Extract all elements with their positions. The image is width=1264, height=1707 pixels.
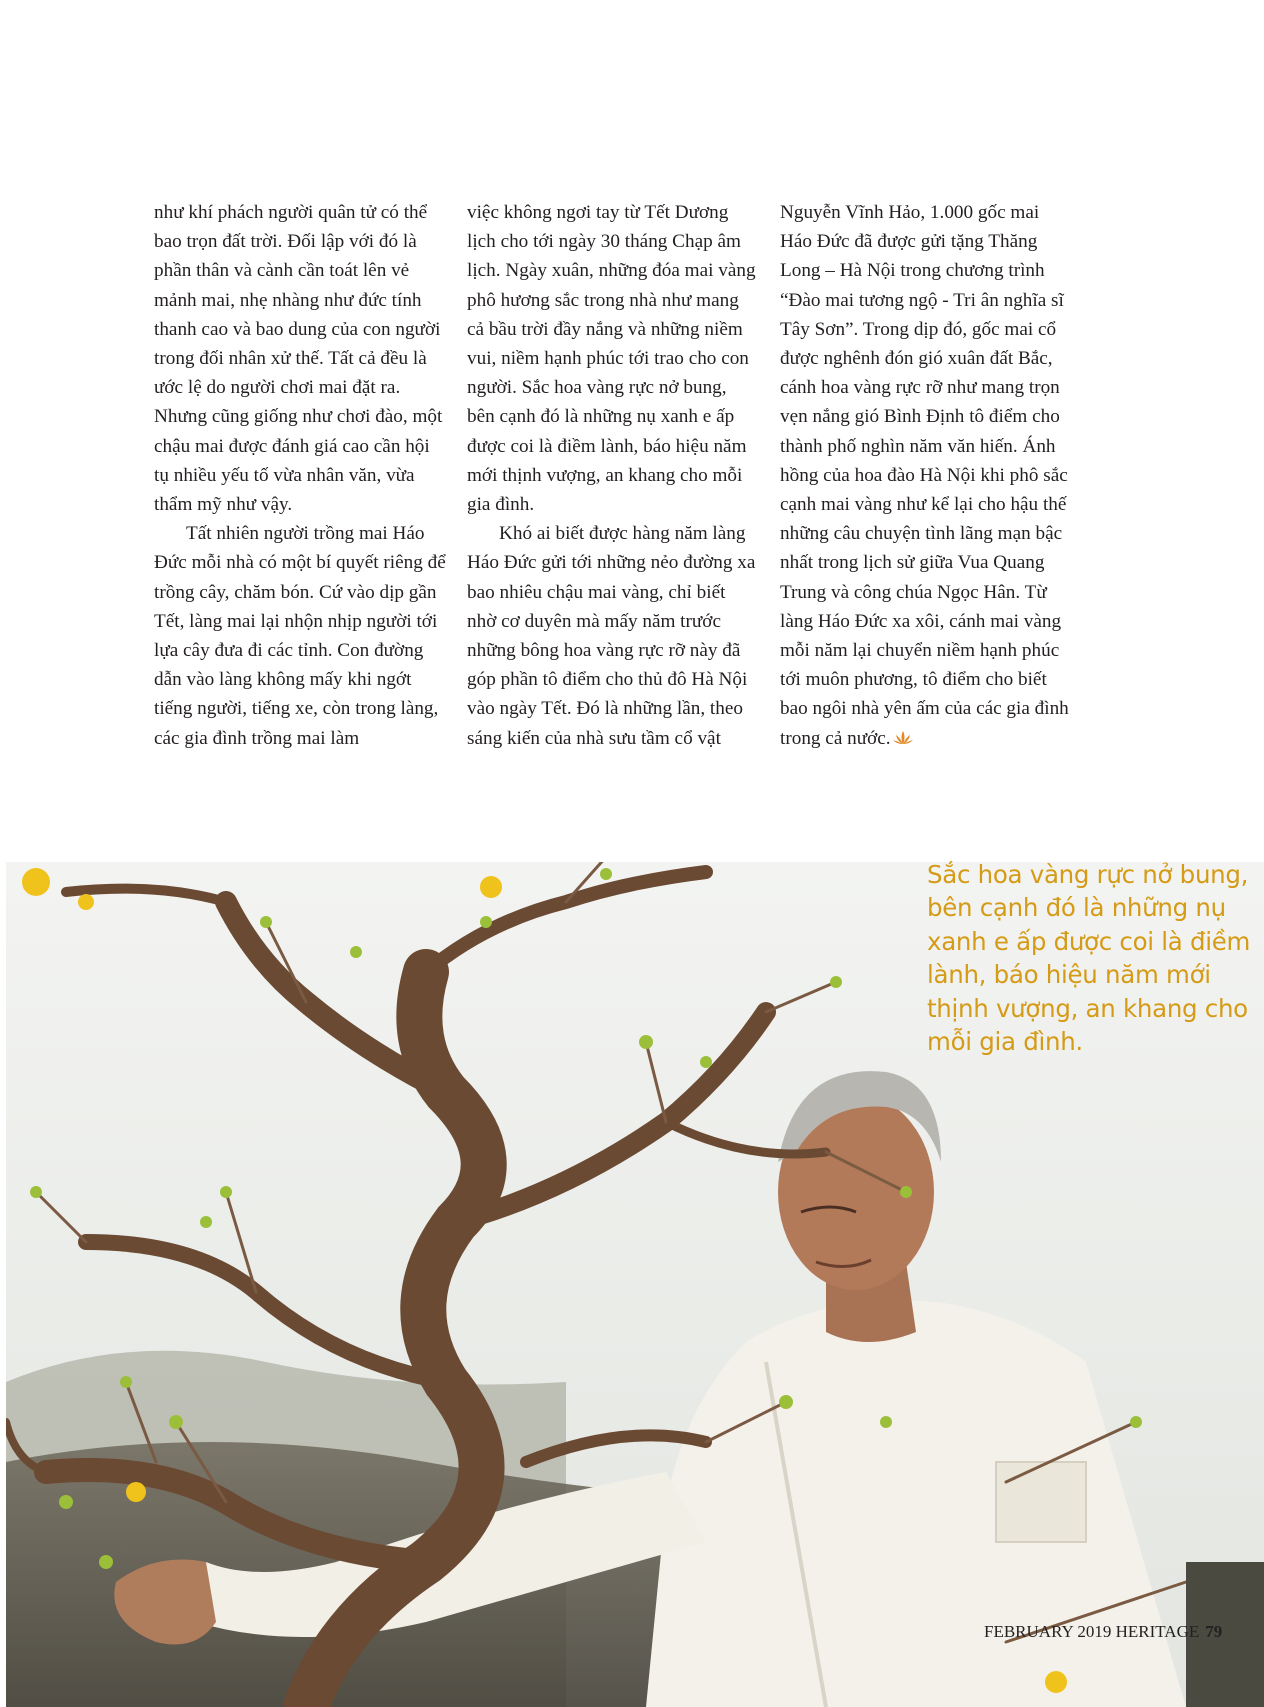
- article-column-2: [467, 198, 759, 753]
- article-paragraph: như khí phách người quân tử có thể bao trọn đất trời. Đối lập với đó là phần thân và cành cần toát lên vẻ mảnh mai, nhẹ nhàng như đức tính thanh cao và bao dung của con người trong đối nhân xử thế. Tất cả đều là ước lệ do người chơi mai đặt ra. Nhưng cũng giống như chơi đào, một chậu mai được đánh giá cao cần hội tụ nhiều yếu tố vừa nhân văn, vừa thẩm mỹ như vậy.: [154, 202, 443, 516]
- article-paragraph: Khó ai biết được hàng năm làng Háo Đức gửi tới những nẻo đường xa bao nhiêu chậu mai vàng, chỉ biết nhờ cơ duyên mà mấy năm trước những bông hoa vàng rực rỡ này đã góp phần tô điểm cho thủ đô Hà Nội vào ngày Tết. Đó là những lần, theo sáng kiến của nhà sưu tầm cổ vật: [467, 523, 756, 749]
- article-paragraph-text: Nguyễn Vĩnh Hảo, 1.000 gốc mai Háo Đức đã được gửi tặng Thăng Long – Hà Nội trong chương trình “Đào mai tương ngộ - Tri ân nghĩa sĩ Tây Sơn”. Trong dịp đó, gốc mai cổ được nghênh đón gió xuân đất Bắc, cánh hoa vàng rực rỡ như mang trọn vẹn nắng gió Bình Định tô điểm cho thành phố nghìn năm văn hiến. Ánh hồng của hoa đào Hà Nội khi phô sắc cạnh mai vàng như kể lại cho hậu thế những câu chuyện tình lãng mạn bậc nhất trong lịch sử giữa Vua Quang Trung và công chúa Ngọc Hân. Từ làng Háo Đức xa xôi, cánh mai vàng mỗi năm lại chuyển niềm hạnh phúc tới muôn phương, tô điểm cho biết bao ngôi nhà yên ấm của các gia đình trong cả nước.: [780, 202, 1069, 749]
- lotus-end-mark-icon: [893, 730, 913, 746]
- article-column-1: [154, 198, 446, 753]
- page-footer: [984, 1622, 1222, 1642]
- article-paragraph: việc không ngơi tay từ Tết Dương lịch cho tới ngày 30 tháng Chạp âm lịch. Ngày xuân, những đóa mai vàng phô hương sắc trong nhà như mang cả bầu trời đầy nắng và những niềm vui, niềm hạnh phúc tới trao cho con người. Sắc hoa vàng rực nở bung, bên cạnh đó là những nụ xanh e ấp được coi là điềm lành, báo hiệu năm mới thịnh vượng, an khang cho mỗi gia đình.: [467, 202, 756, 516]
- issue-label: FEBRUARY 2019 HERITAGE: [984, 1622, 1200, 1641]
- page-number: 79: [1205, 1622, 1223, 1641]
- article-column-3: [780, 198, 1072, 753]
- article-paragraph: [780, 198, 1072, 753]
- article-paragraph: Tất nhiên người trồng mai Háo Đức mỗi nhà có một bí quyết riêng để trồng cây, chăm bón. Cứ vào dịp gần Tết, làng mai lại nhộn nhịp người tới lựa cây đưa đi các tỉnh. Con đường dẫn vào làng không mấy khi ngớt tiếng người, tiếng xe, còn trong làng, các gia đình trồng mai làm: [154, 523, 446, 749]
- pull-quote: Sắc hoa vàng rực nở bung, bên cạnh đó là những nụ xanh e ấp được coi là điềm lành, báo hiệu năm mới thịnh vượng, an khang cho mỗi gia đình.: [927, 860, 1251, 1057]
